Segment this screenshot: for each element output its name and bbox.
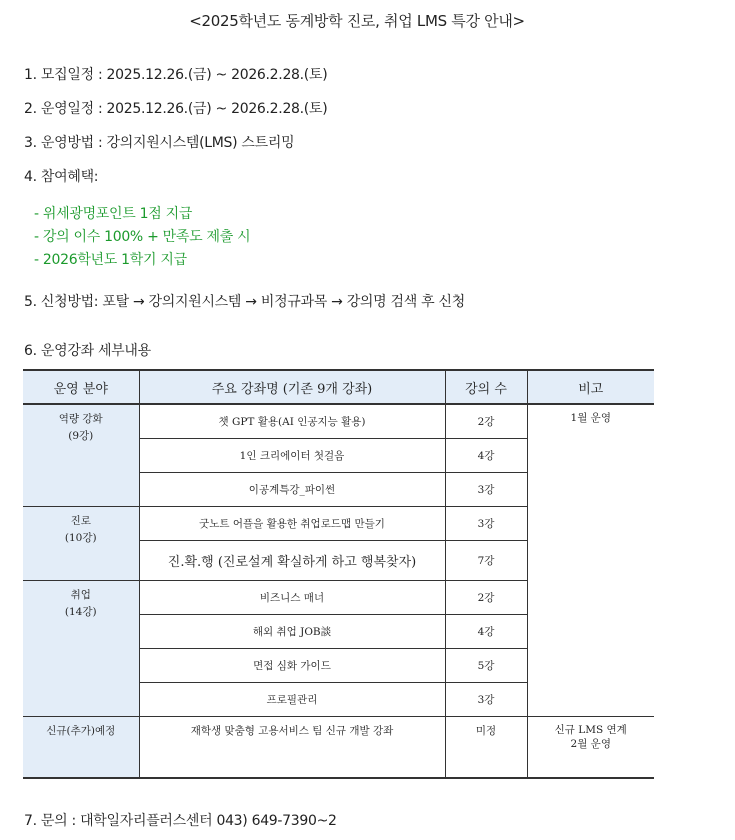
lecture-count: 4강 [445,438,527,472]
course-name: 해외 취업 JOB談 [139,614,445,648]
category-count: (10강) [64,531,97,544]
lecture-count: 3강 [445,682,527,716]
category-count: (9강) [68,430,94,442]
course-name: 굿노트 어플을 활용한 취업로드맵 만들기 [139,506,445,540]
course-name: 프로필관리 [139,682,445,716]
header-course-name: 주요 강좌명 (기존 9개 강좌) [139,370,445,404]
apply-method: 5. 신청방법: 포탈 → 강의지원시스템 → 비정규과목 → 강의명 검색 후 신청 [24,294,465,310]
operation-method: 3. 운영방법 : 강의지원시스템(LMS) 스트리밍 [24,135,295,151]
category-label: 진로 [70,514,91,527]
header-note: 비고 [527,370,654,404]
lecture-count: 2강 [445,404,527,438]
course-name: 챗 GPT 활용(AI 인공지능 활용) [139,404,445,438]
recruit-schedule: 1. 모집일정 : 2025.12.26.(금) ~ 2026.2.28.(토) [24,67,328,83]
note-january: 1월 운영 [527,404,654,716]
benefit-timing: - 2026학년도 1학기 지급 [34,252,187,268]
lecture-count: 3강 [445,506,527,540]
operation-schedule: 2. 운영일정 : 2025.12.26.(금) ~ 2026.2.28.(토) [24,101,328,117]
lecture-count: 5강 [445,648,527,682]
category-new: 신규(추가)예정 [23,716,139,778]
category-label: 취업 [70,588,91,601]
benefit-condition: - 강의 이수 100% + 만족도 제출 시 [34,229,251,245]
note-line: 2월 운영 [570,737,611,750]
lecture-count: 3강 [445,472,527,506]
table-header-row [23,370,654,404]
category-career [23,506,139,580]
header-field: 운영 분야 [23,370,139,404]
category-employment [23,580,139,716]
course-name: 이공계특강_파이썬 [139,472,445,506]
note-line: 신규 LMS 연계 [554,723,627,736]
course-name: 면접 심화 가이드 [139,648,445,682]
lecture-count: 미정 [445,716,527,778]
course-table [23,369,654,779]
note-new [527,716,654,778]
benefit-heading: 4. 참여혜택: [24,169,99,185]
category-label: 역량 강화 [58,413,103,425]
course-name: 1인 크리에이터 첫걸음 [139,438,445,472]
course-name: 비즈니스 매너 [139,580,445,614]
table-row [23,404,654,438]
benefit-point: - 위세광명포인트 1점 지급 [34,206,193,222]
lecture-count: 4강 [445,614,527,648]
course-name: 진.확.행 (진로설계 확실하게 하고 행복찾자) [139,540,445,580]
lecture-count: 2강 [445,580,527,614]
table-row-new [23,716,654,778]
details-heading: 6. 운영강좌 세부내용 [24,343,151,359]
lecture-count: 7강 [445,540,527,580]
page-title: <2025학년도 동계방학 진로, 취업 LMS 특강 안내> [189,12,525,30]
course-name: 재학생 맞춤형 고용서비스 팀 신규 개발 강좌 [139,716,445,778]
header-lecture-count: 강의 수 [445,370,527,404]
category-competency [23,404,139,506]
contact-info: 7. 문의 : 대학일자리플러스센터 043) 649-7390~2 [24,813,337,829]
category-count: (14강) [64,605,97,618]
